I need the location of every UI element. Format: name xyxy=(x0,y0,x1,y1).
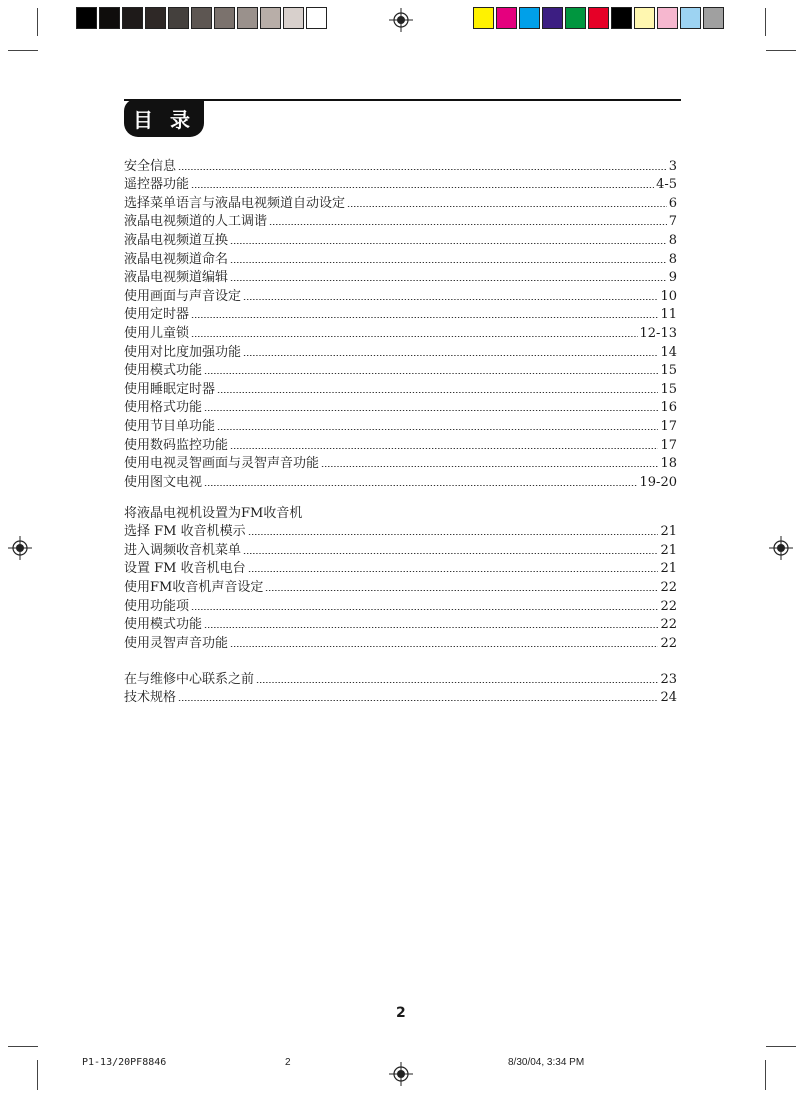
toc-entry-title: 技术规格 xyxy=(124,690,177,706)
toc-dot-leader xyxy=(204,373,658,374)
color-bar-grayscale xyxy=(76,7,329,29)
toc-dot-leader xyxy=(269,224,667,225)
toc-entry xyxy=(124,341,677,360)
toc-entry-page: 21 xyxy=(660,524,677,540)
color-swatch xyxy=(519,7,540,29)
crop-mark xyxy=(37,8,38,36)
toc-entry-page: 10 xyxy=(660,288,677,304)
toc-entry-title: 在与维修中心联系之前 xyxy=(124,671,255,687)
footer-timestamp: 8/30/04, 3:34 PM xyxy=(508,1057,585,1068)
toc-entry-title: 使用定时器 xyxy=(124,307,190,323)
toc-dot-leader xyxy=(204,485,638,486)
crop-mark xyxy=(765,8,766,36)
toc-dot-leader xyxy=(230,243,667,244)
toc-entry xyxy=(124,614,677,633)
toc-dot-leader xyxy=(191,317,658,318)
toc-entry-page: 19-20 xyxy=(639,474,677,490)
color-swatch xyxy=(542,7,563,29)
toc-entry-title: 使用对比度加强功能 xyxy=(124,344,242,360)
toc-entry xyxy=(124,211,677,230)
toc-entry xyxy=(124,267,677,286)
toc-entry xyxy=(124,668,677,687)
page-number: 2 xyxy=(396,1005,406,1021)
color-swatch xyxy=(588,7,609,29)
toc-entry-title: 液晶电视频道编辑 xyxy=(124,270,229,286)
toc-dot-leader xyxy=(178,700,658,701)
toc-entry-page: 16 xyxy=(660,400,677,416)
toc-dot-leader xyxy=(217,392,658,393)
toc-entry-page: 9 xyxy=(668,270,677,286)
toc-dot-leader xyxy=(230,646,658,647)
toc-section-fm xyxy=(124,502,677,651)
toc-dot-leader xyxy=(243,355,658,356)
toc-section-heading-text: 将液晶电视机设置为FM收音机 xyxy=(124,505,303,521)
toc-entry xyxy=(124,378,677,397)
color-swatch xyxy=(145,7,166,29)
toc-entry-page: 21 xyxy=(660,542,677,558)
toc-entry-page: 22 xyxy=(660,617,677,633)
color-swatch xyxy=(122,7,143,29)
toc-entry xyxy=(124,155,677,174)
toc-section-heading xyxy=(124,502,677,521)
toc-entry-page: 23 xyxy=(660,671,677,687)
color-swatch xyxy=(76,7,97,29)
toc-entry-title: 使用画面与声音设定 xyxy=(124,288,242,304)
toc-entry-title: 液晶电视频道命名 xyxy=(124,251,229,267)
toc-entry xyxy=(124,434,677,453)
toc-dot-leader xyxy=(230,262,667,263)
toc-entry xyxy=(124,632,677,651)
registration-mark-icon xyxy=(389,8,413,32)
color-swatch xyxy=(496,7,517,29)
toc-dot-leader xyxy=(265,590,658,591)
color-swatch xyxy=(99,7,120,29)
color-swatch xyxy=(657,7,678,29)
toc-entry xyxy=(124,453,677,472)
toc-dot-leader xyxy=(347,206,667,207)
toc-entry-title: 使用格式功能 xyxy=(124,400,203,416)
toc-entry-title: 选择 FM 收音机模示 xyxy=(124,524,246,540)
registration-mark-icon xyxy=(8,536,32,560)
toc-entry-title: 遥控器功能 xyxy=(124,177,190,193)
toc-dot-leader xyxy=(230,280,667,281)
toc-entry-page: 22 xyxy=(660,635,677,651)
toc-entry-page: 17 xyxy=(660,418,677,434)
color-swatch xyxy=(306,7,327,29)
crop-mark xyxy=(765,1060,766,1090)
toc-dot-leader xyxy=(178,169,667,170)
toc-dot-leader xyxy=(191,187,654,188)
toc-dot-leader xyxy=(191,336,638,337)
toc-entry-page: 14 xyxy=(660,344,677,360)
color-swatch xyxy=(283,7,304,29)
toc-entry-page: 17 xyxy=(660,437,677,453)
color-swatch xyxy=(237,7,258,29)
toc-entry-page: 22 xyxy=(660,579,677,595)
toc-entry-title: 使用FM收音机声音设定 xyxy=(124,579,264,595)
toc-entry-page: 8 xyxy=(668,232,677,248)
heading-rule xyxy=(124,99,681,101)
toc-entry-page: 15 xyxy=(660,381,677,397)
toc-entry-title: 液晶电视频道的人工调谐 xyxy=(124,214,268,230)
color-swatch xyxy=(168,7,189,29)
toc-entry xyxy=(124,174,677,193)
toc-dot-leader xyxy=(191,609,658,610)
toc-entry xyxy=(124,471,677,490)
toc-entry xyxy=(124,285,677,304)
toc-entry-page: 24 xyxy=(660,690,677,706)
toc-entry-page: 21 xyxy=(660,561,677,577)
crop-mark xyxy=(8,50,38,51)
toc-entry-page: 7 xyxy=(668,214,677,230)
crop-mark xyxy=(766,50,796,51)
toc-entry xyxy=(124,539,677,558)
toc-entry xyxy=(124,558,677,577)
color-swatch xyxy=(565,7,586,29)
toc-entry-page: 22 xyxy=(660,598,677,614)
toc-entry xyxy=(124,192,677,211)
toc-dot-leader xyxy=(204,627,658,628)
toc-dot-leader xyxy=(217,429,658,430)
toc-entry-title: 安全信息 xyxy=(124,158,177,174)
crop-mark xyxy=(37,1060,38,1090)
color-swatch xyxy=(214,7,235,29)
toc-entry-title: 选择菜单语言与液晶电视频道自动设定 xyxy=(124,195,346,211)
toc-entry xyxy=(124,229,677,248)
toc-entry xyxy=(124,521,677,540)
toc-entry-page: 3 xyxy=(668,158,677,174)
toc-entry-title: 进入调频收音机菜单 xyxy=(124,542,242,558)
toc-entry xyxy=(124,397,677,416)
toc-entry-page: 6 xyxy=(668,195,677,211)
toc-entry-title: 使用功能项 xyxy=(124,598,190,614)
toc-entry xyxy=(124,322,677,341)
toc-entry xyxy=(124,304,677,323)
toc-entry-title: 设置 FM 收音机电台 xyxy=(124,561,246,577)
page-title: 目 录 xyxy=(124,99,204,137)
toc-entry xyxy=(124,576,677,595)
registration-mark-icon xyxy=(389,1062,413,1086)
footer-page: 2 xyxy=(285,1057,291,1068)
toc-dot-leader xyxy=(256,682,658,683)
toc-entry-page: 18 xyxy=(660,456,677,472)
toc-entry-title: 使用灵智声音功能 xyxy=(124,635,229,651)
toc-entry-page: 12-13 xyxy=(639,325,677,341)
toc-section-main xyxy=(124,155,677,490)
toc-dot-leader xyxy=(204,410,658,411)
toc-entry xyxy=(124,595,677,614)
toc-entry-page: 4-5 xyxy=(656,177,677,193)
toc-entry xyxy=(124,687,677,706)
footer-file: P1-13/20PF8846 xyxy=(82,1057,167,1068)
toc-entry-title: 使用电视灵智画面与灵智声音功能 xyxy=(124,456,320,472)
toc-dot-leader xyxy=(248,571,659,572)
color-swatch xyxy=(634,7,655,29)
toc-dot-leader xyxy=(248,534,659,535)
color-swatch xyxy=(260,7,281,29)
color-bar-process xyxy=(473,7,726,29)
toc-entry-page: 11 xyxy=(660,307,677,323)
color-swatch xyxy=(611,7,632,29)
toc-dot-leader xyxy=(243,553,658,554)
toc-entry-title: 使用数码监控功能 xyxy=(124,437,229,453)
toc-entry-page: 8 xyxy=(668,251,677,267)
toc-entry-title: 使用儿童锁 xyxy=(124,325,190,341)
color-swatch xyxy=(703,7,724,29)
toc-entry-title: 使用节目单功能 xyxy=(124,418,216,434)
toc-entry-page: 15 xyxy=(660,363,677,379)
toc-entry xyxy=(124,415,677,434)
toc-entry-title: 液晶电视频道互换 xyxy=(124,232,229,248)
toc-entry xyxy=(124,248,677,267)
color-swatch xyxy=(473,7,494,29)
toc-entry-title: 使用睡眠定时器 xyxy=(124,381,216,397)
toc-entry-title: 使用模式功能 xyxy=(124,363,203,379)
toc-entry-title: 使用模式功能 xyxy=(124,617,203,633)
toc-dot-leader xyxy=(243,299,658,300)
crop-mark xyxy=(766,1046,796,1047)
color-swatch xyxy=(191,7,212,29)
toc-entry-title: 使用图文电视 xyxy=(124,474,203,490)
toc-section-support xyxy=(124,668,677,705)
toc-dot-leader xyxy=(321,466,658,467)
color-swatch xyxy=(680,7,701,29)
crop-mark xyxy=(8,1046,38,1047)
registration-mark-icon xyxy=(769,536,793,560)
toc-entry xyxy=(124,360,677,379)
toc-dot-leader xyxy=(230,448,658,449)
